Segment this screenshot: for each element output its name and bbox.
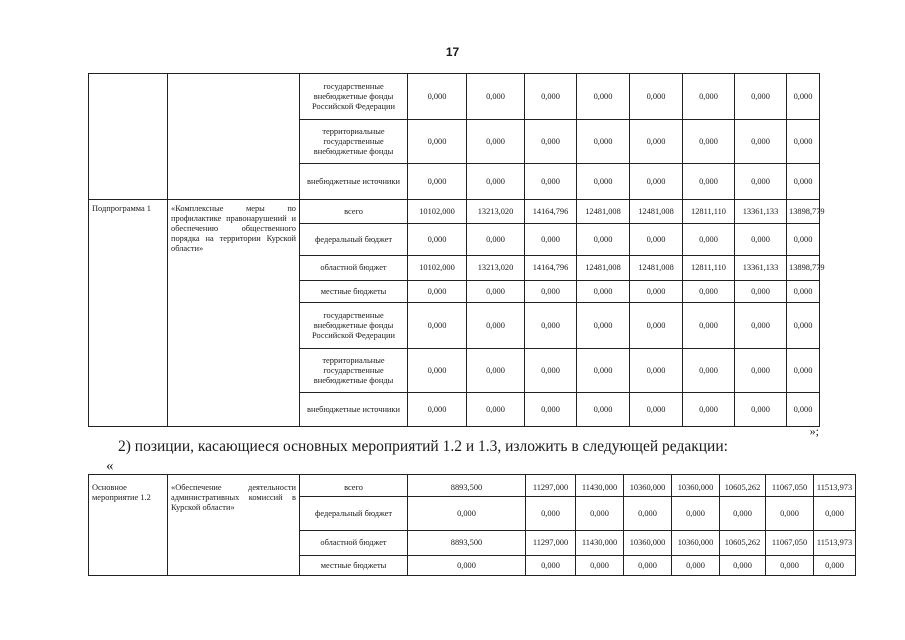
value-cell: 0,000 (787, 74, 820, 120)
value-cell: 10102,000 (408, 200, 467, 224)
value-cell: 0,000 (735, 164, 787, 200)
value-cell: 12811,110 (683, 200, 735, 224)
value-cell: 0,000 (525, 303, 577, 349)
value-cell: 0,000 (630, 224, 683, 256)
value-cell: 0,000 (814, 497, 856, 531)
value-cell: 10360,000 (672, 475, 720, 497)
value-cell: 0,000 (766, 497, 814, 531)
value-cell: 0,000 (408, 74, 467, 120)
value-cell: 0,000 (467, 281, 525, 303)
empty-cell (89, 74, 168, 200)
value-cell: 8893,500 (408, 475, 526, 497)
value-cell: 0,000 (408, 393, 467, 427)
value-cell: 0,000 (467, 164, 525, 200)
value-cell: 12481,008 (630, 200, 683, 224)
value-cell: 0,000 (408, 349, 467, 393)
value-cell: 10102,000 (408, 256, 467, 281)
measure-code: Основное мероприятие 1.2 (89, 475, 168, 576)
closing-quote: »; (809, 424, 819, 438)
value-cell: 0,000 (672, 497, 720, 531)
value-cell: 13361,133 (735, 200, 787, 224)
value-cell: 12481,008 (577, 256, 630, 281)
value-cell: 13213,020 (467, 200, 525, 224)
empty-cell (168, 74, 300, 200)
value-cell: 0,000 (814, 556, 856, 576)
value-cell: 0,000 (735, 303, 787, 349)
subprogram-code: Подпрограмма 1 (89, 200, 168, 427)
value-cell: 0,000 (720, 556, 766, 576)
funding-table-continued (88, 73, 825, 427)
value-cell: 11297,000 (526, 531, 576, 556)
value-cell: 10605,262 (720, 475, 766, 497)
source-label: внебюджетные источники (300, 164, 408, 200)
value-cell: 0,000 (787, 349, 820, 393)
value-cell: 0,000 (683, 224, 735, 256)
value-cell: 0,000 (766, 556, 814, 576)
value-cell: 0,000 (630, 349, 683, 393)
value-cell: 0,000 (525, 164, 577, 200)
value-cell: 0,000 (683, 281, 735, 303)
source-label: местные бюджеты (300, 556, 408, 576)
value-cell: 0,000 (408, 497, 526, 531)
value-cell: 14164,796 (525, 200, 577, 224)
value-cell: 13361,133 (735, 256, 787, 281)
value-cell: 0,000 (526, 556, 576, 576)
value-cell: 0,000 (683, 303, 735, 349)
value-cell: 11513,973 (814, 531, 856, 556)
value-cell: 0,000 (408, 224, 467, 256)
value-cell: 0,000 (630, 393, 683, 427)
value-cell: 0,000 (408, 281, 467, 303)
value-cell: 12811,110 (683, 256, 735, 281)
source-label: всего (300, 475, 408, 497)
value-cell: 0,000 (577, 349, 630, 393)
value-cell: 11430,000 (576, 475, 624, 497)
value-cell: 0,000 (525, 224, 577, 256)
subprogram-name: «Комплексные меры по профилактике правонарушений и обеспечению общественного порядка на территории Курской области» (168, 200, 300, 427)
value-cell: 0,000 (735, 393, 787, 427)
source-label: государственные внебюджетные фонды Российской Федерации (300, 74, 408, 120)
value-cell: 0,000 (525, 74, 577, 120)
source-label: внебюджетные источники (300, 393, 408, 427)
value-cell: 13898,779 (787, 200, 820, 224)
source-label: территориальные государственные внебюджетные фонды (300, 120, 408, 164)
value-cell: 0,000 (630, 164, 683, 200)
value-cell: 12481,008 (577, 200, 630, 224)
page-number: 17 (445, 45, 460, 59)
value-cell: 0,000 (630, 74, 683, 120)
value-cell: 0,000 (720, 497, 766, 531)
value-cell: 11297,000 (526, 475, 576, 497)
value-cell: 10360,000 (624, 475, 672, 497)
value-cell: 0,000 (735, 120, 787, 164)
value-cell: 0,000 (525, 120, 577, 164)
value-cell: 0,000 (787, 224, 820, 256)
table-row (89, 475, 856, 497)
value-cell: 0,000 (577, 74, 630, 120)
value-cell: 0,000 (467, 74, 525, 120)
value-cell: 0,000 (624, 497, 672, 531)
source-label: федеральный бюджет (300, 224, 408, 256)
value-cell: 0,000 (683, 393, 735, 427)
value-cell: 0,000 (787, 393, 820, 427)
value-cell: 0,000 (576, 556, 624, 576)
measure-name: «Обеспечение деятельности административных комиссий в Курской области» (168, 475, 300, 576)
source-label: местные бюджеты (300, 281, 408, 303)
value-cell: 11067,050 (766, 531, 814, 556)
value-cell: 0,000 (683, 74, 735, 120)
funding-table-measure (88, 474, 856, 576)
value-cell: 0,000 (630, 281, 683, 303)
source-label: областной бюджет (300, 256, 408, 281)
value-cell: 11513,973 (814, 475, 856, 497)
source-label: государственные внебюджетные фонды Российской Федерации (300, 303, 408, 349)
value-cell: 0,000 (408, 164, 467, 200)
value-cell: 11430,000 (576, 531, 624, 556)
value-cell: 0,000 (630, 303, 683, 349)
source-label: территориальные государственные внебюджетные фонды (300, 349, 408, 393)
value-cell: 0,000 (577, 303, 630, 349)
opening-quote: « (106, 458, 114, 474)
value-cell: 0,000 (683, 120, 735, 164)
value-cell: 0,000 (787, 303, 820, 349)
value-cell: 10605,262 (720, 531, 766, 556)
value-cell: 8893,500 (408, 531, 526, 556)
value-cell: 11067,050 (766, 475, 814, 497)
value-cell: 0,000 (408, 120, 467, 164)
source-label: федеральный бюджет (300, 497, 408, 531)
value-cell: 0,000 (735, 349, 787, 393)
value-cell: 0,000 (787, 164, 820, 200)
value-cell: 0,000 (467, 303, 525, 349)
value-cell: 0,000 (467, 224, 525, 256)
value-cell: 0,000 (577, 393, 630, 427)
value-cell: 0,000 (787, 281, 820, 303)
value-cell: 0,000 (735, 281, 787, 303)
value-cell: 0,000 (408, 556, 526, 576)
value-cell: 0,000 (683, 349, 735, 393)
value-cell: 14164,796 (525, 256, 577, 281)
value-cell: 0,000 (467, 120, 525, 164)
source-label: областной бюджет (300, 531, 408, 556)
table-row (89, 74, 820, 120)
value-cell: 0,000 (467, 393, 525, 427)
section-heading: 2) позиции, касающиеся основных мероприятий 1.2 и 1.3, изложить в следующей редакции: (118, 438, 728, 455)
value-cell: 12481,008 (630, 256, 683, 281)
value-cell: 0,000 (735, 74, 787, 120)
value-cell: 0,000 (683, 164, 735, 200)
value-cell: 13898,779 (787, 256, 820, 281)
value-cell: 0,000 (577, 164, 630, 200)
value-cell: 0,000 (630, 120, 683, 164)
value-cell: 0,000 (577, 120, 630, 164)
value-cell: 10360,000 (672, 531, 720, 556)
value-cell: 0,000 (526, 497, 576, 531)
value-cell: 0,000 (577, 281, 630, 303)
value-cell: 0,000 (408, 303, 467, 349)
value-cell: 0,000 (735, 224, 787, 256)
table-row (89, 200, 820, 224)
value-cell: 0,000 (525, 281, 577, 303)
value-cell: 0,000 (525, 349, 577, 393)
value-cell: 0,000 (577, 224, 630, 256)
value-cell: 10360,000 (624, 531, 672, 556)
source-label: всего (300, 200, 408, 224)
value-cell: 0,000 (467, 349, 525, 393)
value-cell: 0,000 (672, 556, 720, 576)
value-cell: 0,000 (525, 393, 577, 427)
value-cell: 13213,020 (467, 256, 525, 281)
value-cell: 0,000 (787, 120, 820, 164)
value-cell: 0,000 (624, 556, 672, 576)
value-cell: 0,000 (576, 497, 624, 531)
